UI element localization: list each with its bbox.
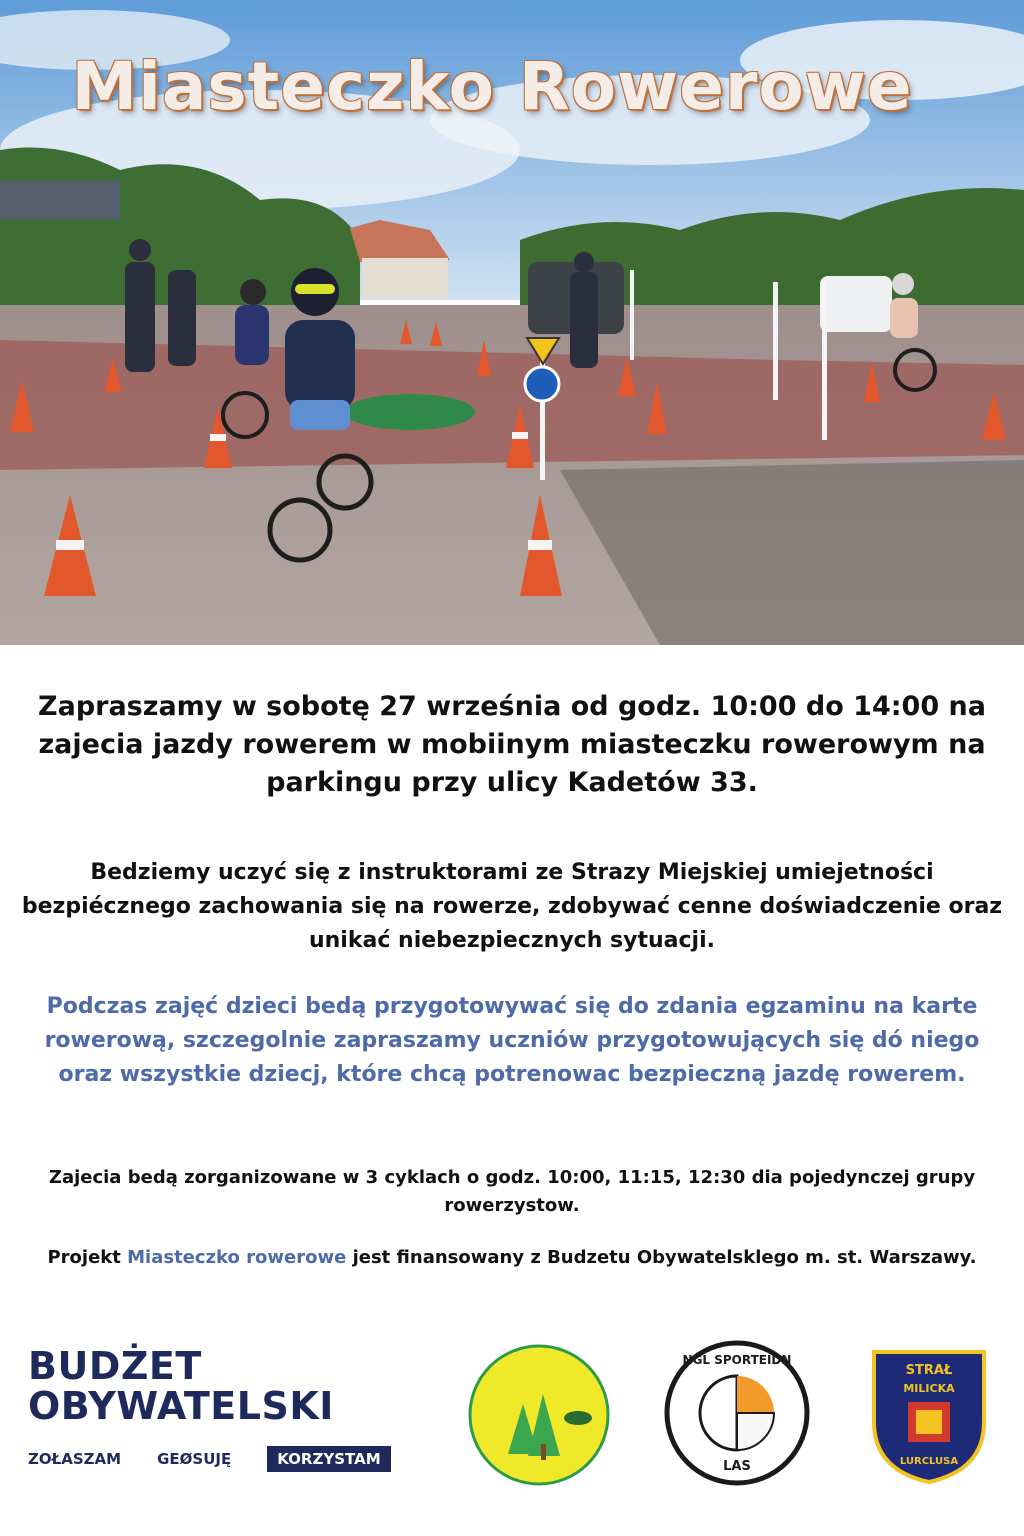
tag-zglaszam: ZOŁASZAM (28, 1450, 122, 1468)
budget-line2: OBYWATELSKI (28, 1384, 334, 1428)
tag-korzystam: KORZYSTAM (267, 1446, 390, 1472)
funding-prefix: Projekt (47, 1247, 128, 1268)
budzet-obywatelski-logo (28, 1346, 408, 1472)
house-wall (362, 258, 448, 298)
hero-photo (0, 0, 1024, 645)
budget-tags (28, 1446, 408, 1472)
badge-bottom-text: LURCLUSA (899, 1456, 959, 1467)
city-guard-badge (868, 1342, 990, 1486)
green-mat (345, 394, 475, 430)
project-name: Miasteczko rowerowe (127, 1247, 347, 1268)
pole (822, 280, 827, 440)
building-roof (0, 180, 120, 220)
poster-title: Miasteczko Rowerowe (71, 48, 913, 125)
club-logo-yellow (468, 1344, 610, 1486)
funding-suffix: jest finansowany z Budzetu Obywatelsklego m. st. Warszawy. (346, 1247, 977, 1268)
sport-club-logo (664, 1340, 810, 1486)
logo2-bottom-text: LAS (723, 1459, 751, 1474)
cycles-text: Zajecia bedą zorganizowane w 3 cyklach o godz. 10:00, 11:15, 12:30 dia pojedynczej grupy rowerzystow. (48, 1167, 976, 1216)
funding-text (20, 1244, 1004, 1272)
white-car (820, 276, 892, 332)
pole (773, 282, 778, 400)
invitation-text: Zapraszamy w sobotę 27 września od godz. 10:00 do 14:00 na zajecia jazdy rowerem w mobiinym miasteczku rowerowym na parkingu przy ulicy Kadetów 33. (38, 691, 986, 798)
budget-line1: BUDŻET (28, 1344, 202, 1388)
badge-mid-text: MILICKA (903, 1382, 955, 1395)
pole (630, 270, 634, 360)
learning-text: Bedziemy uczyć się z instruktorami ze Strazy Miejskiej umiejetności bezpiécznego zachowania się na rowerze, zdobywać cenne doświadczenie oraz unikać niebezpiecznych sytuacji. (21, 860, 1003, 953)
exam-text: Podczas zajęć dzieci bedą przygotowywać się do zdania egzaminu na karte rowerową, szczegolnie zapraszamy uczniów przygotowujących się dó niego oraz wszystkie dziecj, które chcą potrenowac bezpieczną jazdę rowerem. (44, 994, 980, 1087)
blue-sign (525, 367, 559, 401)
tag-glosuje: GEØSUJĘ (157, 1450, 232, 1468)
logo2-top-text: NGL SPORTEIDN (682, 1353, 792, 1367)
badge-top-text: STRAŁ (905, 1363, 953, 1378)
